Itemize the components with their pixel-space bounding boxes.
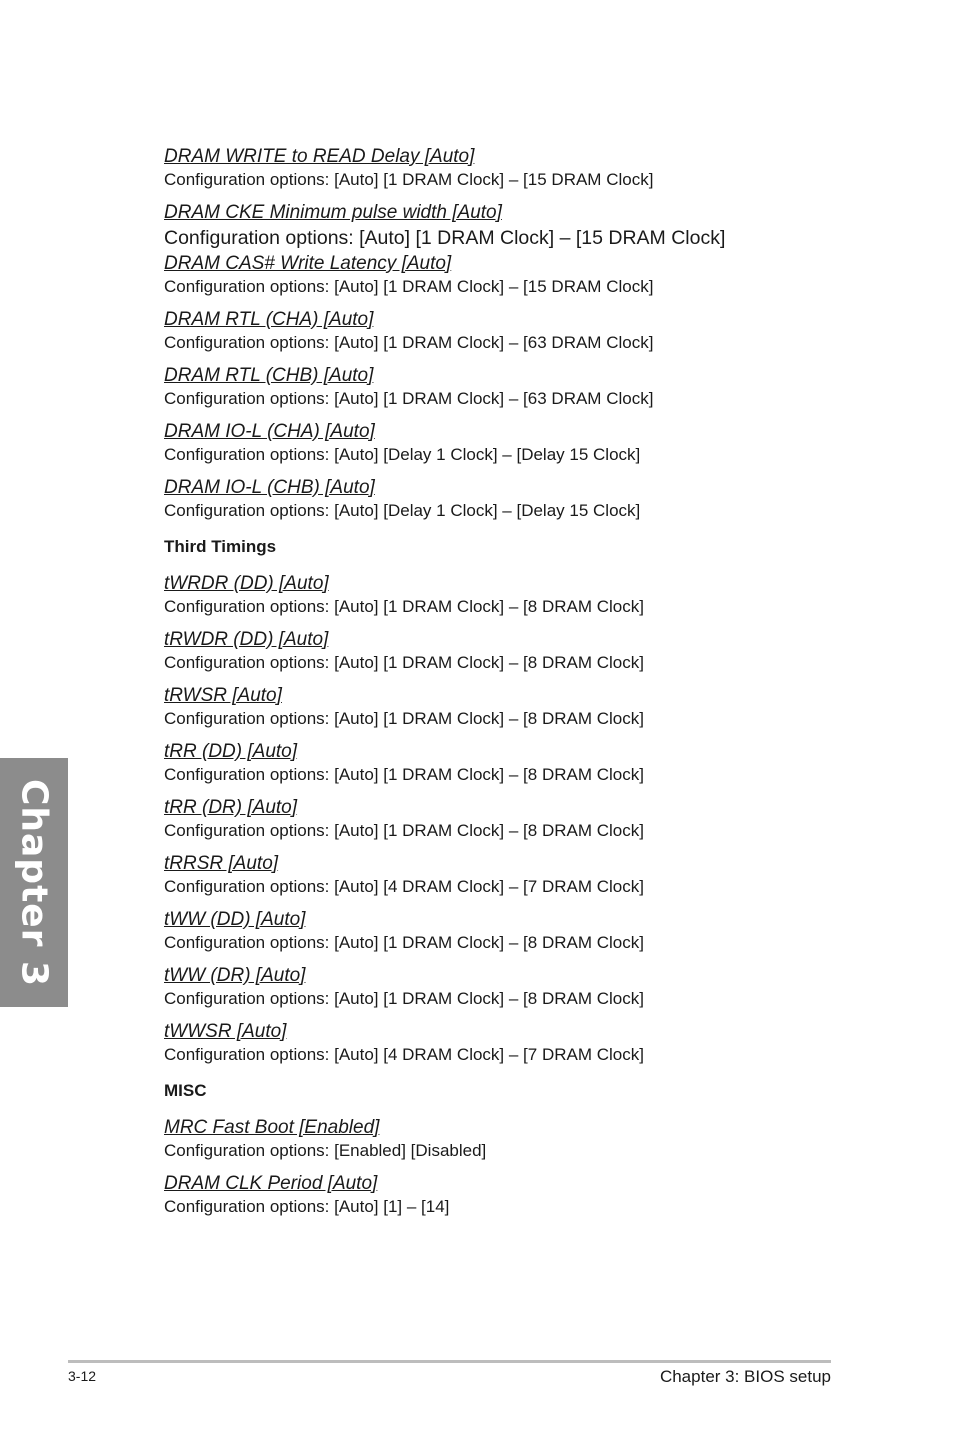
option-title: DRAM IO-L (CHB) [Auto] [164, 477, 375, 498]
option-description: Configuration options: [Auto] [1 DRAM Clock] – [8 DRAM Clock] [164, 765, 644, 784]
bios-option-item [164, 684, 864, 730]
items-misc-list [164, 1116, 864, 1218]
section-heading-third-timings: Third Timings [164, 537, 277, 556]
bios-option-item [164, 740, 864, 786]
option-description: Configuration options: [Auto] [Delay 1 Clock] – [Delay 15 Clock] [164, 445, 641, 464]
bios-option-item [164, 628, 864, 674]
bios-option-item [164, 1116, 864, 1162]
chapter-tab-label: Chapter 3 [13, 778, 55, 987]
option-title: DRAM RTL (CHB) [Auto] [164, 365, 374, 386]
bios-option-item [164, 145, 864, 191]
footer-chapter-title: Chapter 3: BIOS setup [659, 1367, 831, 1386]
option-description: Configuration options: [Enabled] [Disabled] [164, 1141, 487, 1160]
bios-option-item [164, 201, 864, 252]
option-title: tRWDR (DD) [Auto] [164, 629, 329, 650]
bios-option-item [164, 852, 864, 898]
option-title: tRWSR [Auto] [164, 685, 282, 706]
bios-option-item [164, 796, 864, 842]
bios-option-item [164, 572, 864, 618]
option-description: Configuration options: [Auto] [1 DRAM Clock] – [8 DRAM Clock] [164, 653, 644, 672]
option-title: tWWSR [Auto] [164, 1021, 287, 1042]
chapter-tab [0, 758, 68, 1007]
option-title: DRAM RTL (CHA) [Auto] [164, 309, 374, 330]
option-title: tRR (DD) [Auto] [164, 741, 298, 762]
option-title: tRR (DR) [Auto] [164, 797, 298, 818]
option-title: DRAM WRITE to READ Delay [Auto] [164, 146, 475, 167]
bios-option-item [164, 308, 864, 354]
option-title: DRAM CKE Minimum pulse width [Auto] [164, 202, 502, 223]
option-description: Configuration options: [Auto] [1 DRAM Clock] – [63 DRAM Clock] [164, 389, 654, 408]
bios-option-item [164, 252, 864, 298]
option-description: Configuration options: [Auto] [1] – [14] [164, 1197, 450, 1216]
option-description: Configuration options: [Auto] [1 DRAM Clock] – [8 DRAM Clock] [164, 709, 644, 728]
items-top-list [164, 145, 864, 522]
footer-divider [68, 1360, 831, 1363]
option-title: MRC Fast Boot [Enabled] [164, 1117, 380, 1138]
bios-option-item [164, 908, 864, 954]
items-third-list [164, 572, 864, 1066]
option-description: Configuration options: [Auto] [Delay 1 Clock] – [Delay 15 Clock] [164, 501, 641, 520]
option-description: Configuration options: [Auto] [1 DRAM Clock] – [8 DRAM Clock] [164, 821, 644, 840]
footer-page-number: 3-12 [68, 1368, 97, 1384]
option-description: Configuration options: [Auto] [1 DRAM Clock] – [15 DRAM Clock] [164, 227, 726, 249]
bios-option-item [164, 364, 864, 410]
option-description: Configuration options: [Auto] [1 DRAM Clock] – [15 DRAM Clock] [164, 170, 654, 189]
option-title: tWW (DD) [Auto] [164, 909, 306, 930]
bios-option-item [164, 1172, 864, 1218]
option-title: tWRDR (DD) [Auto] [164, 573, 329, 594]
option-title: DRAM IO-L (CHA) [Auto] [164, 421, 375, 442]
bios-option-item [164, 1020, 864, 1066]
bios-option-item [164, 420, 864, 466]
option-description: Configuration options: [Auto] [4 DRAM Clock] – [7 DRAM Clock] [164, 877, 644, 896]
option-description: Configuration options: [Auto] [1 DRAM Clock] – [15 DRAM Clock] [164, 277, 654, 296]
option-title: tWW (DR) [Auto] [164, 965, 306, 986]
bios-option-item [164, 476, 864, 522]
option-description: Configuration options: [Auto] [1 DRAM Clock] – [63 DRAM Clock] [164, 333, 654, 352]
section-heading-misc: MISC [164, 1081, 207, 1100]
page-content [164, 145, 864, 1228]
option-description: Configuration options: [Auto] [1 DRAM Clock] – [8 DRAM Clock] [164, 989, 644, 1008]
bios-option-item [164, 964, 864, 1010]
option-title: tRRSR [Auto] [164, 853, 279, 874]
option-description: Configuration options: [Auto] [1 DRAM Clock] – [8 DRAM Clock] [164, 597, 644, 616]
option-description: Configuration options: [Auto] [1 DRAM Clock] – [8 DRAM Clock] [164, 933, 644, 952]
option-description: Configuration options: [Auto] [4 DRAM Clock] – [7 DRAM Clock] [164, 1045, 644, 1064]
option-title: DRAM CLK Period [Auto] [164, 1173, 378, 1194]
option-title: DRAM CAS# Write Latency [Auto] [164, 253, 452, 274]
